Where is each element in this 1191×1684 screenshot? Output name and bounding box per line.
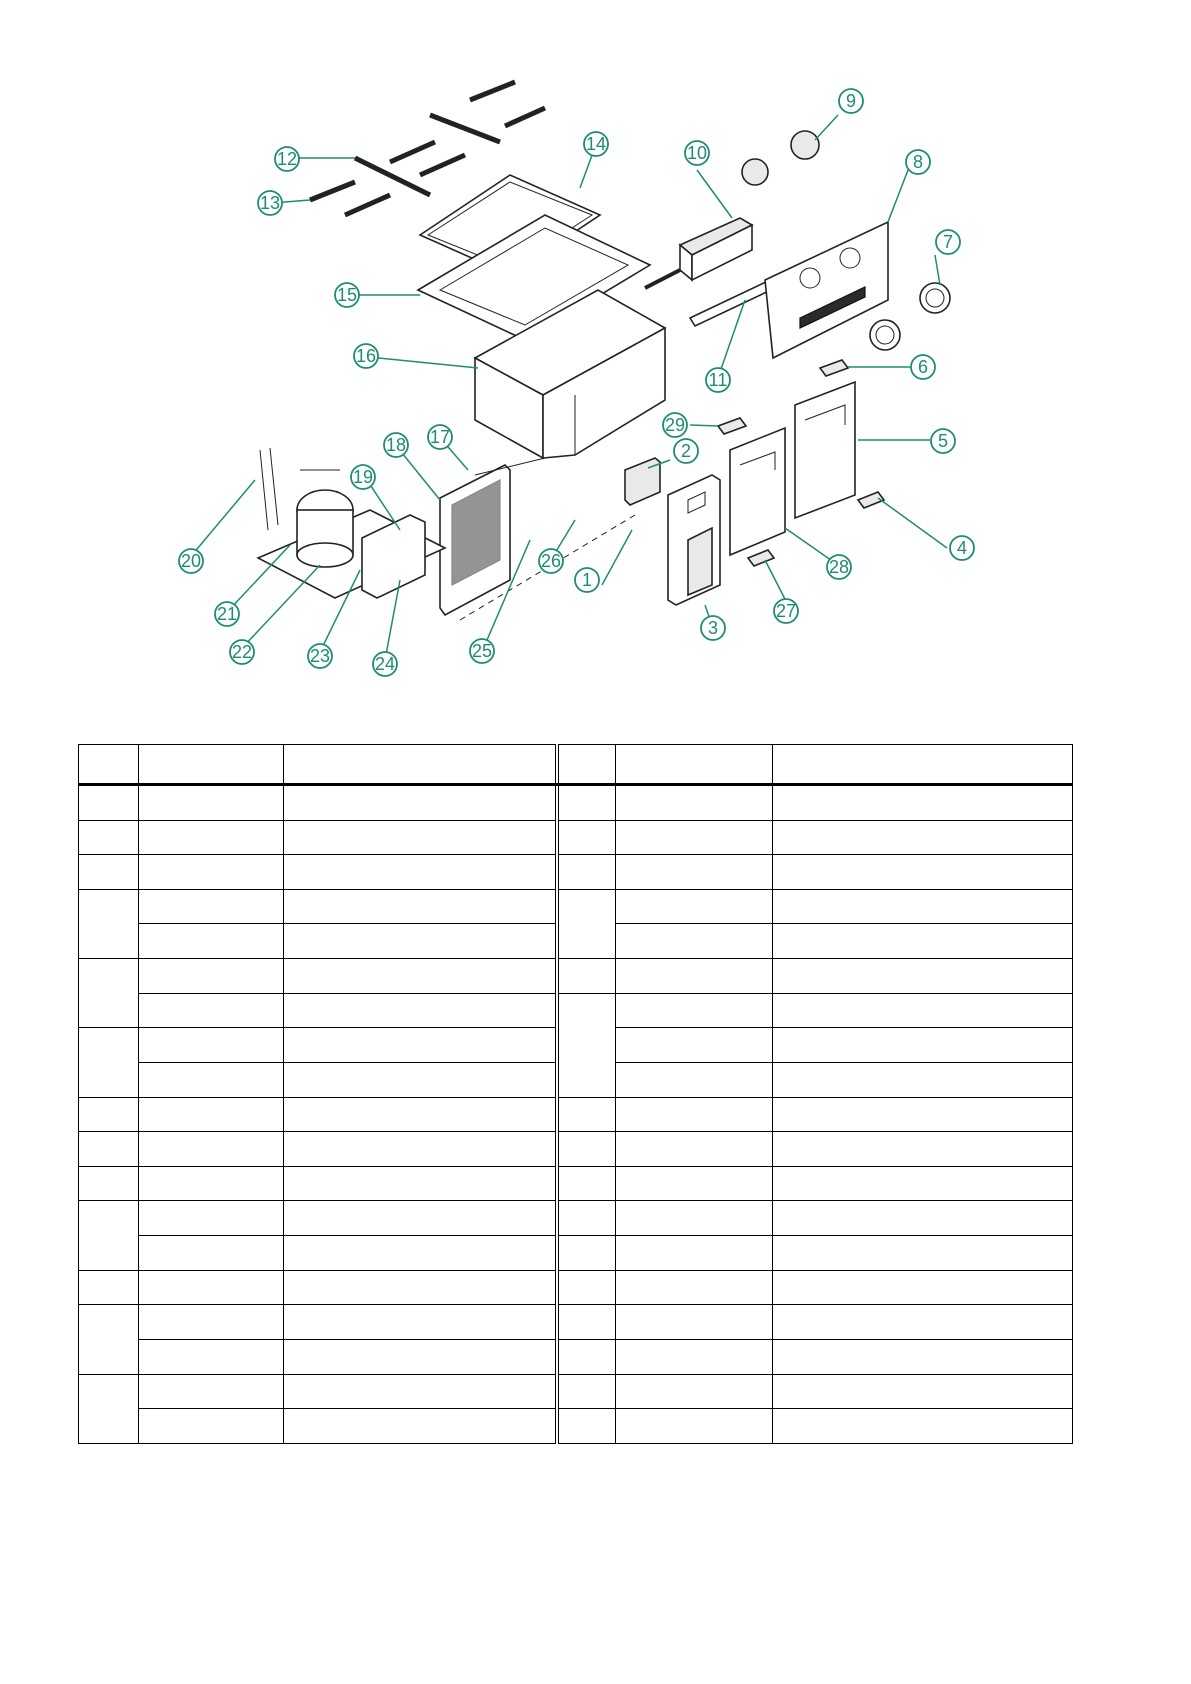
callout-15 (335, 283, 359, 307)
item-number-cell (559, 959, 616, 994)
part-code-cell (139, 820, 284, 855)
part-code-cell (616, 959, 773, 994)
svg-text:12: 12 (276, 149, 298, 169)
description-cell (284, 784, 556, 820)
item-number-cell (79, 784, 139, 820)
item-number-cell (559, 784, 616, 820)
callout-14 (584, 132, 608, 156)
table-row (79, 1201, 1073, 1236)
svg-text:29: 29 (664, 415, 686, 435)
description-cell (284, 993, 556, 1028)
column-gap (556, 1028, 559, 1063)
description-cell (773, 855, 1073, 890)
item-number-cell (79, 1132, 139, 1167)
item-number-cell (79, 820, 139, 855)
callout-18 (384, 433, 408, 457)
description-cell (284, 1132, 556, 1167)
item-number-cell (79, 1270, 139, 1305)
item-number-cell (559, 1339, 616, 1374)
table-row (79, 889, 1073, 924)
callout-7 (936, 230, 960, 254)
table-row (79, 784, 1073, 820)
item-number-cell (559, 855, 616, 890)
part-code-cell (616, 1236, 773, 1271)
part-code-cell (139, 993, 284, 1028)
item-number-cell (559, 1305, 616, 1340)
svg-text:23: 23 (309, 646, 331, 666)
description-cell (284, 1097, 556, 1132)
callout-9 (839, 89, 863, 113)
svg-text:25: 25 (471, 641, 493, 661)
callout-4 (950, 536, 974, 560)
part-code-cell (139, 1201, 284, 1236)
part-code-cell (616, 784, 773, 820)
table-row (79, 1097, 1073, 1132)
callout-27 (774, 599, 798, 623)
parts-table-body (79, 745, 1073, 1444)
description-cell (284, 1201, 556, 1236)
description-cell (284, 889, 556, 924)
callout-2 (674, 439, 698, 463)
part-code-cell (616, 1097, 773, 1132)
description-cell (773, 1236, 1073, 1271)
item-number-cell (559, 820, 616, 855)
svg-text:4: 4 (956, 538, 968, 558)
description-cell (773, 1339, 1073, 1374)
table-row (79, 1305, 1073, 1340)
svg-text:10: 10 (686, 143, 708, 163)
callout-23 (308, 644, 332, 668)
description-cell (773, 889, 1073, 924)
svg-text:3: 3 (707, 618, 719, 638)
part-code-cell (139, 1132, 284, 1167)
part-code-cell (616, 820, 773, 855)
exploded-parts-diagram (0, 0, 1191, 700)
callout-25 (470, 639, 494, 663)
part-code-cell (139, 1305, 284, 1340)
item-number-cell (79, 1028, 139, 1097)
svg-text:7: 7 (942, 232, 954, 252)
description-cell (773, 1270, 1073, 1305)
description-cell (773, 1028, 1073, 1063)
part-evaporator (645, 218, 752, 288)
svg-text:26: 26 (540, 551, 562, 571)
item-number-cell (79, 959, 139, 1028)
table-row (79, 1236, 1073, 1271)
item-number-cell (559, 1409, 616, 1444)
svg-text:15: 15 (336, 285, 358, 305)
item-number-cell (559, 1374, 616, 1409)
part-code-cell (616, 855, 773, 890)
svg-text:9: 9 (845, 91, 857, 111)
item-number-cell (559, 1270, 616, 1305)
description-cell (773, 924, 1073, 959)
part-code-cell (616, 993, 773, 1028)
part-code-cell (616, 1062, 773, 1097)
description-cell (284, 1062, 556, 1097)
description-cell (284, 1270, 556, 1305)
description-cell (773, 1305, 1073, 1340)
part-code-cell (139, 1270, 284, 1305)
part-code-cell (139, 1236, 284, 1271)
header-cell (79, 745, 139, 785)
callout-22 (230, 640, 254, 664)
description-cell (284, 1339, 556, 1374)
callout-29 (663, 413, 687, 437)
callout-20 (179, 549, 203, 573)
table-row (79, 1374, 1073, 1409)
svg-text:27: 27 (775, 601, 797, 621)
svg-text:6: 6 (917, 357, 929, 377)
description-cell (773, 1097, 1073, 1132)
part-code-cell (139, 1409, 284, 1444)
description-cell (773, 820, 1073, 855)
callout-13 (258, 191, 282, 215)
callout-12 (275, 147, 299, 171)
part-code-cell (616, 1132, 773, 1167)
part-front-panel (668, 475, 720, 605)
part-code-cell (616, 1374, 773, 1409)
part-code-cell (139, 1097, 284, 1132)
header-cell (773, 745, 1073, 785)
part-code-cell (616, 1201, 773, 1236)
svg-text:20: 20 (180, 551, 202, 571)
part-doors (730, 382, 855, 555)
column-gap (556, 924, 559, 959)
table-row (79, 959, 1073, 994)
part-code-cell (616, 1270, 773, 1305)
callout-28 (827, 555, 851, 579)
svg-text:13: 13 (259, 193, 281, 213)
description-cell (773, 784, 1073, 820)
callout-21 (215, 602, 239, 626)
part-code-cell (616, 1166, 773, 1201)
item-number-cell (79, 1201, 139, 1270)
part-code-cell (139, 855, 284, 890)
callout-11 (706, 368, 730, 392)
svg-text:24: 24 (374, 654, 396, 674)
parts-table (78, 744, 1073, 1444)
table-row (79, 1166, 1073, 1201)
description-cell (284, 959, 556, 994)
part-code-cell (139, 1166, 284, 1201)
svg-text:22: 22 (231, 642, 253, 662)
callout-6 (911, 355, 935, 379)
header-cell (616, 745, 773, 785)
svg-text:19: 19 (352, 467, 374, 487)
header-cell (139, 745, 284, 785)
description-cell (773, 1374, 1073, 1409)
description-cell (773, 993, 1073, 1028)
description-cell (284, 1374, 556, 1409)
part-code-cell (616, 1305, 773, 1340)
callout-19 (351, 465, 375, 489)
callout-3 (701, 616, 725, 640)
item-number-cell (559, 1166, 616, 1201)
svg-text:5: 5 (937, 431, 949, 451)
part-code-cell (139, 889, 284, 924)
table-header-row (79, 745, 1073, 785)
item-number-cell (559, 1236, 616, 1271)
description-cell (773, 1409, 1073, 1444)
table-row (79, 1409, 1073, 1444)
item-number-cell (559, 1132, 616, 1167)
table-row (79, 1339, 1073, 1374)
part-code-cell (616, 924, 773, 959)
callout-26 (539, 549, 563, 573)
item-number-cell (559, 993, 616, 1097)
part-code-cell (139, 1028, 284, 1063)
part-code-cell (616, 1409, 773, 1444)
table-row (79, 1270, 1073, 1305)
callout-24 (373, 652, 397, 676)
svg-text:17: 17 (429, 427, 451, 447)
svg-text:28: 28 (828, 557, 850, 577)
description-cell (773, 1062, 1073, 1097)
part-tube (690, 280, 775, 326)
description-cell (284, 1028, 556, 1063)
table-row (79, 993, 1073, 1028)
item-number-cell (559, 1097, 616, 1132)
description-cell (284, 1305, 556, 1340)
part-code-cell (139, 1062, 284, 1097)
description-cell (773, 959, 1073, 994)
callout-16 (354, 344, 378, 368)
callout-17 (428, 425, 452, 449)
column-gap (556, 1062, 559, 1097)
callout-10 (685, 141, 709, 165)
description-cell (284, 1236, 556, 1271)
part-code-cell (616, 889, 773, 924)
svg-text:8: 8 (912, 152, 924, 172)
table-row (79, 820, 1073, 855)
part-condenser (440, 465, 510, 615)
item-number-cell (79, 1097, 139, 1132)
description-cell (284, 1409, 556, 1444)
item-number-cell (79, 1166, 139, 1201)
svg-text:18: 18 (385, 435, 407, 455)
part-code-cell (139, 784, 284, 820)
item-number-cell (559, 1201, 616, 1236)
part-code-cell (616, 1028, 773, 1063)
svg-text:16: 16 (355, 346, 377, 366)
header-cell (559, 745, 616, 785)
callout-5 (931, 429, 955, 453)
svg-text:1: 1 (581, 570, 593, 590)
part-code-cell (139, 959, 284, 994)
description-cell (284, 855, 556, 890)
header-cell (284, 745, 556, 785)
part-code-cell (139, 1374, 284, 1409)
item-number-cell (79, 889, 139, 958)
callout-1 (575, 568, 599, 592)
item-number-cell (79, 855, 139, 890)
svg-text:2: 2 (680, 441, 692, 461)
table-row (79, 855, 1073, 890)
item-number-cell (559, 889, 616, 958)
description-cell (773, 1166, 1073, 1201)
table-row (79, 1132, 1073, 1167)
svg-text:21: 21 (216, 604, 238, 624)
svg-text:11: 11 (708, 370, 728, 390)
part-fan-motors (742, 131, 819, 185)
description-cell (284, 820, 556, 855)
item-number-cell (79, 1305, 139, 1374)
description-cell (284, 924, 556, 959)
part-code-cell (139, 924, 284, 959)
svg-text:14: 14 (585, 134, 607, 154)
part-code-cell (616, 1339, 773, 1374)
description-cell (773, 1132, 1073, 1167)
description-cell (284, 1166, 556, 1201)
part-code-cell (139, 1339, 284, 1374)
callout-8 (906, 150, 930, 174)
description-cell (773, 1201, 1073, 1236)
item-number-cell (79, 1374, 139, 1443)
